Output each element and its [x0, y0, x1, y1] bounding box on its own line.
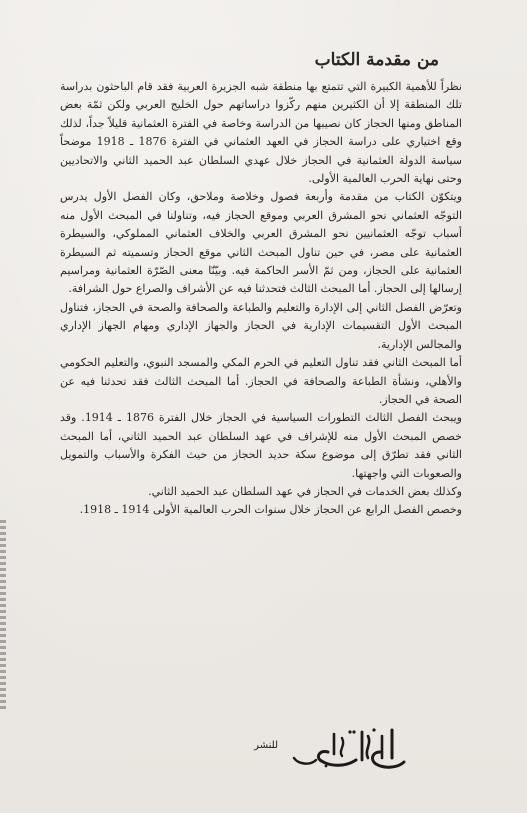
- paragraph: نظراً للأهمية الكبيرة التي تتمتع بها منطقة شبه الجزيرة العربية فقد قام الباحثون بدراسة تلك المنطقة إلا أن الكثيرين منهم ركّزوا دراساتهم حول الخليج العربي ولكن ثمّة بعض المناطق ومنها الحجاز كان نصيبها من الدراسة وخاصة في الفترة العثمانية قليلاً جداً، لذلك وقع اختياري على دراسة الحجاز في العهد العثماني في الفترة 1876 ـ 1918 موضحاً سياسة الدولة العثمانية في الحجاز خلال عهدي السلطان عبد الحميد الثاني والاتحاديين وحتى نهاية الحرب العالمية الأولى.: [60, 80, 462, 186]
- publisher-tagline: للنشر: [254, 740, 278, 751]
- paragraph: أما المبحث الثاني فقد تناول التعليم في الحرم المكي والمسجد النبوي، والتعليم الحكومي والأهلي، ونشأة الطباعة والصحافة في الحجاز. أما المبحث الثالث فقد تحدثنا فيه عن الصحة في الحجاز.: [60, 356, 462, 406]
- intro-text: [60, 78, 462, 520]
- publisher-logo: [254, 722, 412, 772]
- section-heading: من مقدمة الكتاب: [314, 50, 439, 70]
- publisher-logo-calligraphy: [294, 728, 404, 767]
- paragraph: ويتكوّن الكتاب من مقدمة وأربعة فصول وخلاصة وملاحق، وكان الفصل الأول يدرس التوجّه العثماني نحو المشرق العربي وموقع الحجاز فيه، وتناولنا في المبحث الأول منه أسباب توجّه العثمانيين نحو المشرق العربي والخلاف العثماني المملوكي، والسيطرة العثمانية على مصر، في حين تناول المبحث الثاني موقع الحجاز وتسميته ثم السيطرة العثمانية على الحجاز، ومن ثمّ الأسر الحاكمة فيه. وبيّنّا معنى الصّرّة العثمانية ومراسيم إرسالها إلى الحجاز. أما المبحث الثالث فتحدثنا فيه عن الأشراف والصراع حول الشرافة.: [60, 190, 462, 296]
- paragraph: ويبحث الفصل الثالث التطورات السياسية في الحجاز خلال الفترة 1876 ـ 1914. وقد خصص المبحث الأول منه للإشراف في عهد السلطان عبد الحميد الثاني، أما المبحث الثاني فقد تطرّق إلى موضوع سكة حديد الحجاز من حيث الفكرة والأسباب والتمويل والصعوبات التي واجهتها.: [60, 411, 462, 480]
- paragraph: وكذلك بعض الخدمات في الحجاز في عهد السلطان عبد الحميد الثاني.: [148, 484, 462, 498]
- paragraph: وخصص الفصل الرابع عن الحجاز خلال سنوات الحرب العالمية الأولى 1914 ـ 1918.: [79, 503, 462, 517]
- spine-edge: [0, 520, 6, 710]
- paragraph: وتعرّض الفصل الثاني إلى الإدارة والتعليم والطباعة والصحافة والصحة في الحجاز، فتناول المبحث الأول التقسيمات الإدارية في الحجاز والجهاز الإداري ومهام الجهاز الإداري والمجالس الإدارية.: [60, 300, 462, 351]
